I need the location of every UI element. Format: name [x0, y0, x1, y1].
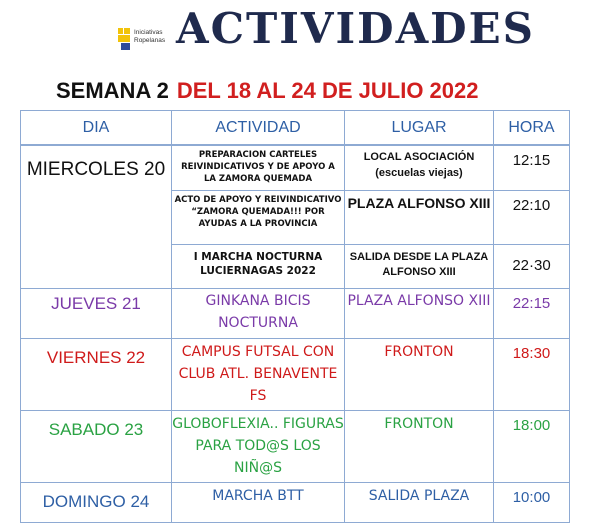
date-range: DEL 18 AL 24 DE JULIO 2022	[176, 78, 479, 103]
time-cell: 18:30	[494, 338, 570, 410]
activity-cell: GINKANA BICIS NOCTURNA	[172, 288, 345, 338]
place-cell: FRONTON	[345, 338, 494, 410]
time-cell: 10:00	[494, 482, 570, 522]
table-row	[21, 482, 570, 522]
time-cell: 22·30	[494, 244, 570, 288]
week-label: SEMANA 2	[56, 78, 169, 103]
activity-cell: CAMPUS FUTSAL CON CLUB ATL. BENAVENTE FS	[172, 338, 345, 410]
schedule-table	[20, 110, 570, 523]
table-header-row	[21, 111, 570, 146]
place-cell: SALIDA DESDE LA PLAZA ALFONSO XIII	[345, 244, 494, 288]
time-cell: 12:15	[494, 145, 570, 190]
table-row	[21, 145, 570, 190]
table-row	[21, 338, 570, 410]
place-cell: PLAZA ALFONSO XIII	[345, 288, 494, 338]
week-subtitle	[56, 78, 479, 104]
day-wednesday: MIERCOLES 20	[21, 145, 172, 288]
header-lugar: LUGAR	[345, 111, 494, 146]
table-row	[21, 410, 570, 482]
header-actividad: ACTIVIDAD	[172, 111, 345, 146]
day-saturday: SABADO 23	[21, 410, 172, 482]
logo-mark-icon	[118, 28, 130, 50]
activity-cell: PREPARACION CARTELES REIVINDICATIVOS Y DE APOYO A LA ZAMORA QUEMADA	[172, 145, 345, 190]
time-cell: 18:00	[494, 410, 570, 482]
time-cell: 22:15	[494, 288, 570, 338]
logo-line-2: Ropelanas	[134, 37, 166, 44]
activity-cell: I MARCHA NOCTURNA LUCIERNAGAS 2022	[172, 244, 345, 288]
header-dia: DIA	[21, 111, 172, 146]
place-cell: LOCAL ASOCIACIÓN (escuelas viejas)	[345, 145, 494, 190]
activity-cell: ACTO DE APOYO Y REIVINDICATIVO “ZAMORA QUEMADA!!! POR AYUDAS A LA PROVINCIA	[172, 190, 345, 244]
table-row	[21, 288, 570, 338]
time-cell: 22:10	[494, 190, 570, 244]
day-sunday: DOMINGO 24	[21, 482, 172, 522]
activity-cell: MARCHA BTT	[172, 482, 345, 522]
logo-line-1: Iniciativas	[134, 29, 163, 36]
day-thursday: JUEVES 21	[21, 288, 172, 338]
place-cell: PLAZA ALFONSO XIII	[345, 190, 494, 244]
header-hora: HORA	[494, 111, 570, 146]
day-friday: VIERNES 22	[21, 338, 172, 410]
place-cell: FRONTON	[345, 410, 494, 482]
activity-cell: GLOBOFLEXIA.. FIGURAS PARA TOD@S LOS NIÑ@S	[172, 410, 345, 482]
page-title: ACTIVIDADES	[176, 4, 535, 53]
place-cell: SALIDA PLAZA	[345, 482, 494, 522]
